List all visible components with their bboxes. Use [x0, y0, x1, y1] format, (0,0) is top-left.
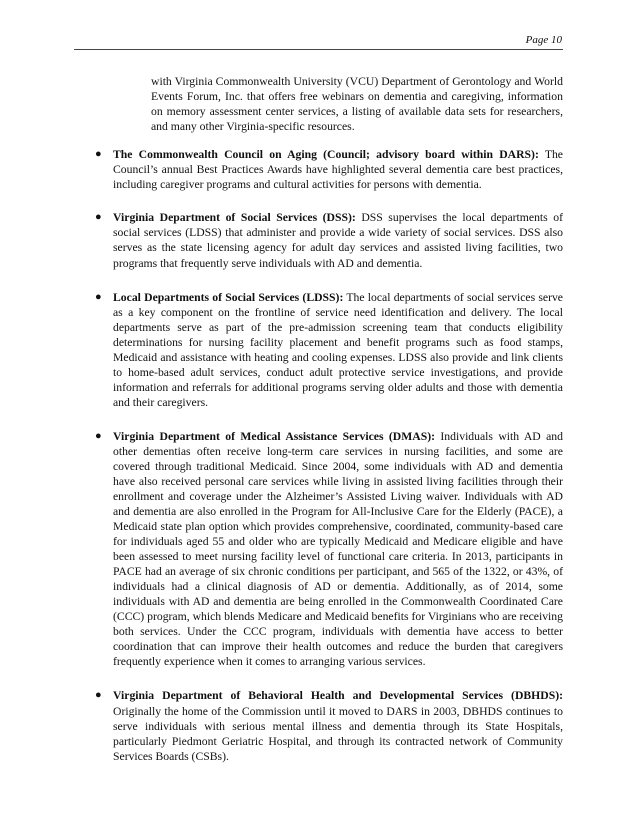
bullet-icon: ● [95, 148, 102, 160]
item-label: Virginia Department of Social Services (DSS): [113, 211, 356, 225]
list-item-dss [95, 210, 563, 270]
bullet-icon: ● [95, 290, 102, 303]
item-text: Originally the home of the Commission until it moved to DARS in 2003, DBHDS continues to serve individuals with serious mental illness and dementia through its State Hospitals, particularly Piedmont Geriatric Hospital, and through its contracted network of Community Services Boards (CSBs). [113, 704, 563, 763]
bullet-icon: ● [95, 211, 102, 224]
list-item-ldss [95, 290, 563, 411]
page-number: Page 10 [525, 34, 562, 46]
item-text: Individuals with AD and other dementias often receive long-term care services in nursing facilities, and some are covered through traditional Medicaid. Since 2004, some individuals with AD and dementia have also received personal care services while living in assisted living facilities through their enrollment and coverage under the Alzheimer’s Assisted Living waiver. Individuals with AD and dementia are also enrolled in the Program for All-Inclusive Care for the Elderly (PACE), a Medicaid state plan option which provides comprehensive, coordinated, community-based care for individuals aged 55 and older who are typically Medicaid and Medicare eligible and have been assessed to meet nursing facility level of functional care criteria. In 2013, participants in PACE had an average of six chronic conditions per participant, and 565 of the 1322, or 43%, of individuals had a clinical diagnosis of AD or dementia. Additionally, as of 2014, some individuals with AD and dementia are being enrolled in the Commonwealth Coordinated Care (CCC) program, which blends Medicare and Medicaid benefits for Virginians who are receiving both services. Under the CCC program, individuals with dementia have access to better coordination that can improve their health outcomes and reduce the burden that caregivers frequently experience when it comes to arranging various services. [113, 430, 563, 669]
item-text: The local departments of social services serve as a key component on the frontline of service need identification and delivery. The local departments serve as part of the pre-admission screening team that conducts eligibility determinations for nursing facility placement and benefit programs such as food stamps, Medicaid and assistance with heating and cooling expenses. LDSS also provide and link clients to home-based adult services, conduct adult protective service investigations, and provide information and referrals for additional programs serving older adults and those with dementia and their caregivers. [113, 290, 563, 410]
item-text: The Council’s annual Best Practices Awards have highlighted several dementia care best practices, including caregiver programs and cultural activities for persons with dementia. [113, 148, 563, 192]
item-label: Virginia Department of Behavioral Health and Developmental Services (DBHDS): [113, 689, 563, 703]
item-label: Local Departments of Social Services (LDSS): [113, 290, 344, 304]
bullet-icon: ● [95, 689, 102, 702]
item-text: DSS supervises the local departments of social services (LDSS) that administer and provide a wide variety of social services. DSS also serves as the state licensing agency for adult day services and assisted living facilities, two programs that frequently serve individuals with AD and dementia. [113, 211, 563, 270]
agency-list [95, 147, 563, 764]
list-item-dmas [95, 429, 563, 669]
list-item-council-on-aging [95, 147, 563, 192]
item-label: Virginia Department of Medical Assistance Services (DMAS): [113, 430, 436, 444]
bullet-icon: ● [95, 430, 102, 443]
item-label: The Commonwealth Council on Aging (Council; advisory board within DARS): [113, 148, 539, 161]
continued-paragraph: with Virginia Commonwealth University (VCU) Department of Gerontology and World Events Forum, Inc. that offers free webinars on dementia and caregiving, information on memory assessment center services, a listing of available data sets for researchers, and many other Virginia-specific resources. [151, 75, 563, 134]
list-item-dbhds [95, 688, 563, 763]
page-header [74, 31, 563, 50]
